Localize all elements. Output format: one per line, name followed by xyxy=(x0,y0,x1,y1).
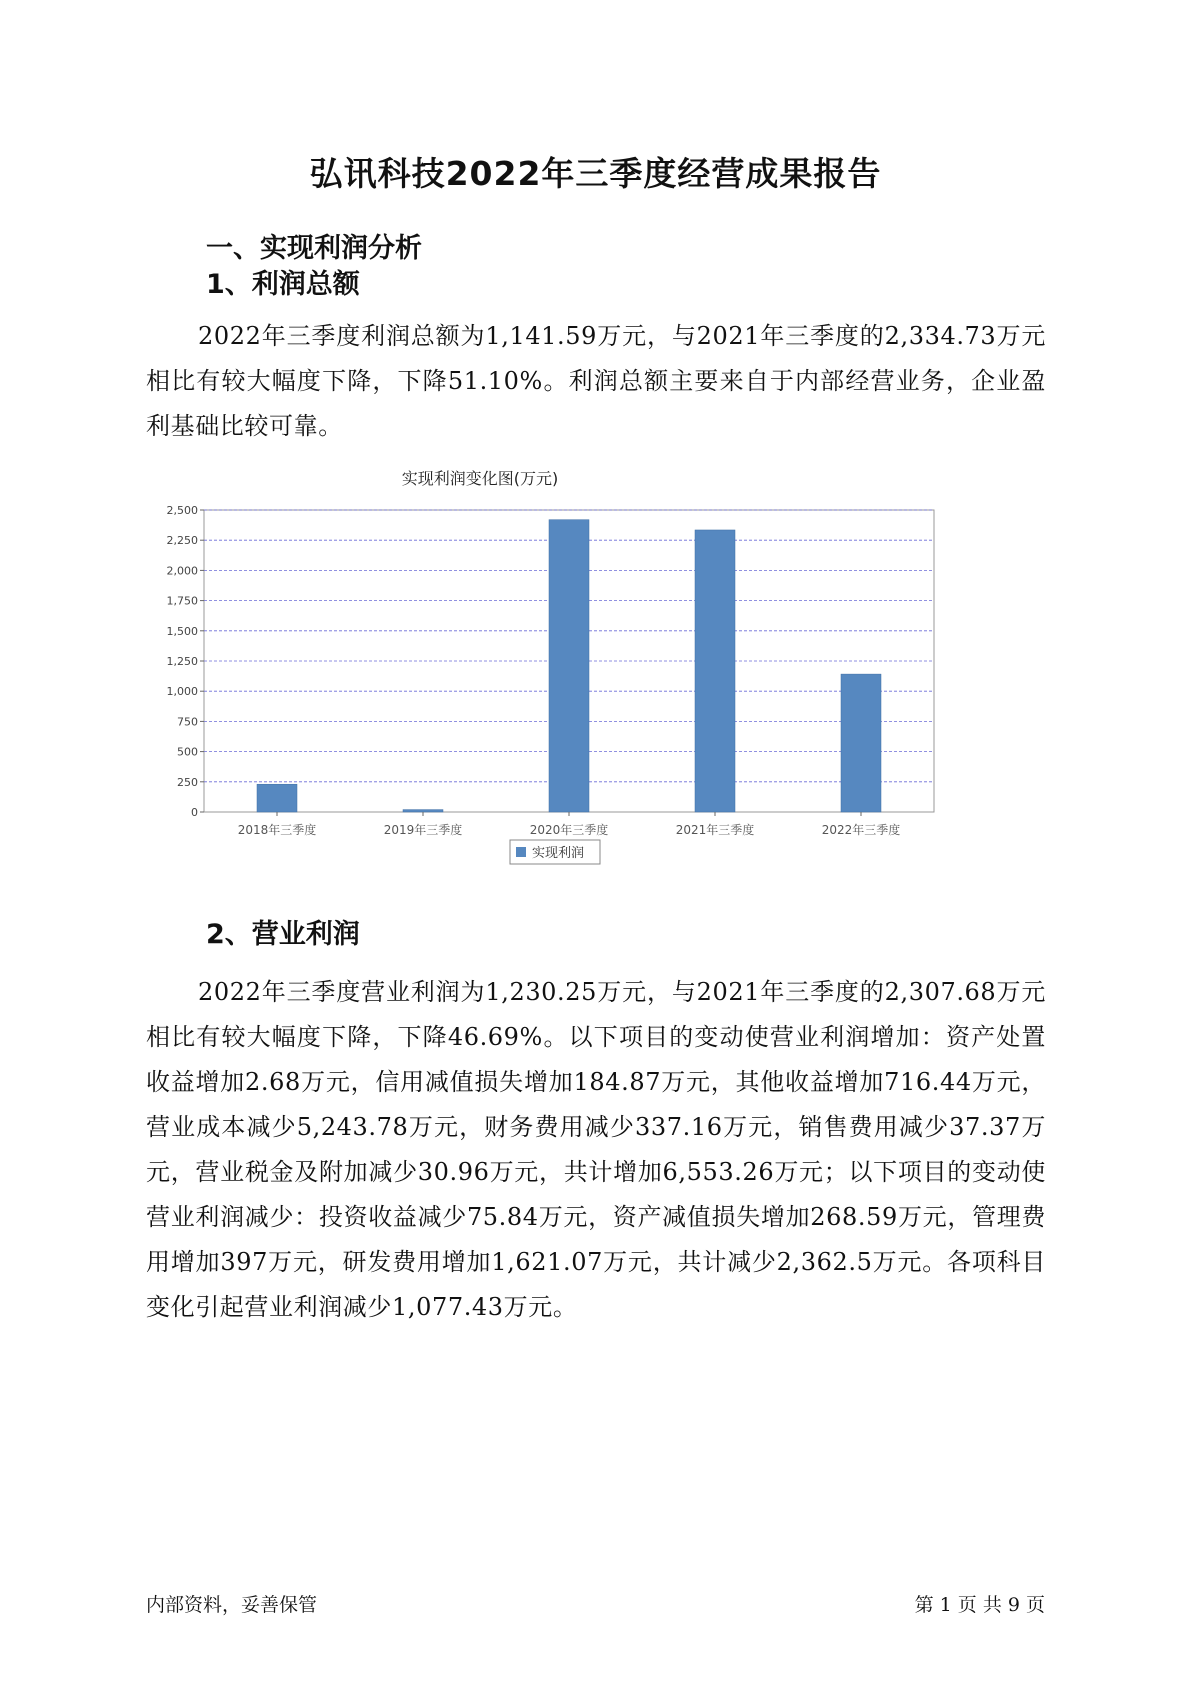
y-tick-label: 250 xyxy=(177,775,198,789)
chart-svg xyxy=(160,469,1020,960)
bar xyxy=(549,520,589,812)
legend-label: 实现利润 xyxy=(532,846,585,861)
x-tick-label: 2021年三季度 xyxy=(675,823,755,837)
page-title: 弘讯科技2022年三季度经营成果报告 xyxy=(309,154,882,193)
paragraph-total-profit: 2022年三季度利润总额为1,141.59万元，与2021年三季度的2,334.73万元相比有较大幅度下降，下降51.10%。利润总额主要来自于内部经营业务，企业盈利基础比较可靠。 xyxy=(146,322,1046,440)
chart-title: 实现利润变化图(万元) xyxy=(401,469,559,488)
y-tick-label: 1,750 xyxy=(166,594,198,608)
bar xyxy=(695,530,735,812)
y-tick-label: 750 xyxy=(177,715,198,729)
legend-swatch xyxy=(516,847,526,857)
y-tick-label: 0 xyxy=(191,806,198,819)
footer-page-number: 第 1 页 共 9 页 xyxy=(914,1594,1045,1616)
y-tick-label: 1,250 xyxy=(166,655,198,668)
y-tick-label: 1,500 xyxy=(166,624,198,638)
x-tick-label: 2020年三季度 xyxy=(529,823,609,837)
y-tick-label: 2,000 xyxy=(166,564,198,578)
y-tick-label: 500 xyxy=(177,745,198,759)
bar xyxy=(257,784,297,812)
paragraph-operating-profit: 2022年三季度营业利润为1,230.25万元，与2021年三季度的2,307.68万元相比有较大幅度下降，下降46.69%。以下项目的变动使营业利润增加：资产处置收益增加2.68万元，信用减值损失增加184.87万元，其他收益增加716.44万元，营业成本减少5,243.78万元，财务费用减少337.16万元，销售费用减少37.37万元，营业税金及附加减少30.96万元，共计增加6,553.26万元；以下项目的变动使营业利润减少：投资收益减少75.84万元，资产减值损失增加268.59万元，管理费用增加397万元，研发费用增加1,621.07万元，共计减少2,362.5万元。各项科目变化引起营业利润减少1,077.43万元。 xyxy=(146,978,1046,1321)
bar xyxy=(841,674,881,812)
footer-confidential-note: 内部资料，妥善保管 xyxy=(146,1594,318,1616)
x-tick-label: 2018年三季度 xyxy=(237,823,317,837)
bar xyxy=(403,810,443,812)
x-tick-label: 2022年三季度 xyxy=(821,823,901,837)
y-tick-label: 1,000 xyxy=(166,685,198,699)
profit-bar-chart xyxy=(160,469,1020,960)
subheading-operating-profit: 2、营业利润 xyxy=(206,919,360,950)
x-tick-label: 2019年三季度 xyxy=(383,823,463,837)
y-tick-label: 2,500 xyxy=(166,504,198,517)
subheading-total-profit: 1、利润总额 xyxy=(206,269,360,300)
section-heading-profit-analysis: 一、实现利润分析 xyxy=(206,233,422,264)
y-tick-label: 2,250 xyxy=(166,534,198,548)
